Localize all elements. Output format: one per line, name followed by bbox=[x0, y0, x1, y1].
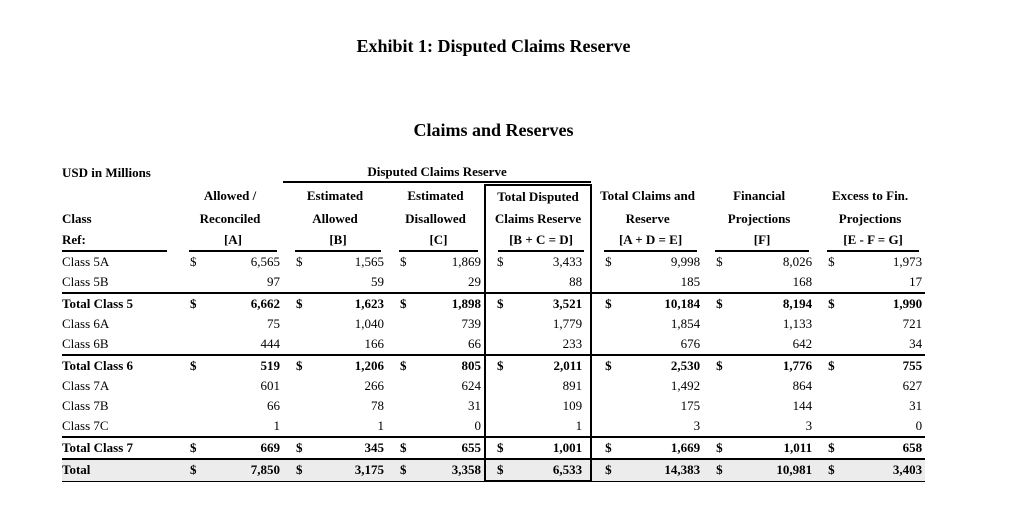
dollar-cell: $ bbox=[815, 459, 843, 481]
col-ref-label-A: [A] bbox=[189, 230, 277, 252]
value-cell: 14,383 bbox=[619, 459, 703, 481]
value-cell: 1,040 bbox=[354, 316, 384, 331]
value-cell: 1,869 bbox=[451, 254, 481, 269]
dollar-cell bbox=[703, 376, 733, 396]
col-header-B: Allowed bbox=[312, 211, 358, 226]
value-cell: 676 bbox=[680, 336, 701, 351]
dollar-cell bbox=[703, 272, 733, 293]
dollar-cell bbox=[177, 416, 201, 437]
dollar-cell bbox=[283, 396, 305, 416]
dollar-cell bbox=[815, 334, 843, 355]
dollar-cell bbox=[283, 416, 305, 437]
value-cell: 0 bbox=[474, 418, 481, 433]
value-cell: 721 bbox=[902, 316, 923, 331]
dollar-cell bbox=[387, 272, 407, 293]
dollar-cell bbox=[177, 334, 201, 355]
value-cell: 1,779 bbox=[513, 314, 591, 334]
col-ref-label-D: [B + C = D] bbox=[498, 230, 584, 252]
table-body bbox=[62, 252, 925, 481]
dollar-cell bbox=[283, 272, 305, 293]
dollar-cell: $ bbox=[703, 437, 733, 459]
group-header-cell bbox=[283, 162, 591, 185]
value-cell: 3,433 bbox=[513, 252, 591, 272]
col-header-B bbox=[283, 230, 387, 252]
col-ref-label-F: [F] bbox=[715, 230, 809, 252]
dollar-cell: $ bbox=[387, 459, 407, 481]
value-cell: 0 bbox=[915, 418, 923, 433]
class-header-cell: Class bbox=[62, 211, 92, 226]
value-cell: 1 bbox=[377, 418, 384, 433]
col-ref-label-B: [B] bbox=[295, 230, 381, 252]
dollar-cell bbox=[591, 416, 619, 437]
dollar-cell: $ bbox=[177, 355, 201, 376]
table-row bbox=[62, 293, 925, 314]
value-cell: 175 bbox=[680, 398, 701, 413]
group-header-label: Disputed Claims Reserve bbox=[283, 162, 591, 183]
col-header-F: Financial bbox=[733, 188, 786, 203]
value-cell: 805 bbox=[407, 355, 485, 376]
value-cell: 1 bbox=[513, 416, 591, 437]
value-cell: 6,565 bbox=[250, 254, 280, 269]
value-cell: 66 bbox=[267, 398, 280, 413]
dollar-cell: $ bbox=[485, 459, 513, 481]
value-cell: 59 bbox=[371, 274, 384, 289]
dollar-cell: $ bbox=[591, 355, 619, 376]
dollar-cell: $ bbox=[591, 459, 619, 481]
value-cell: 75 bbox=[267, 316, 280, 331]
col-header-G bbox=[815, 230, 925, 252]
table-title: Claims and Reserves bbox=[413, 120, 574, 140]
dollar-cell: $ bbox=[283, 437, 305, 459]
value-cell: 144 bbox=[792, 398, 813, 413]
value-cell: 1,565 bbox=[354, 254, 384, 269]
dollar-cell: $ bbox=[485, 437, 513, 459]
dollar-cell: $ bbox=[177, 293, 201, 314]
dollar-cell bbox=[591, 314, 619, 334]
col-header-E: Total Claims and bbox=[600, 188, 696, 203]
value-cell: 88 bbox=[513, 272, 591, 293]
value-cell: 10,981 bbox=[733, 459, 815, 481]
row-label: Class 7B bbox=[62, 398, 109, 413]
value-cell: 755 bbox=[843, 355, 925, 376]
value-cell: 3,175 bbox=[305, 459, 387, 481]
dollar-cell bbox=[283, 376, 305, 396]
col-header-C: Disallowed bbox=[405, 211, 466, 226]
value-cell: 8,194 bbox=[733, 293, 815, 314]
dollar-cell: $ bbox=[703, 355, 733, 376]
exhibit-title: Exhibit 1: Disputed Claims Reserve bbox=[356, 36, 631, 56]
dollar-cell bbox=[387, 396, 407, 416]
class-header-cell bbox=[62, 230, 177, 252]
col-header-D: Claims Reserve bbox=[485, 208, 591, 230]
row-label: Class 5A bbox=[62, 254, 110, 269]
dollar-cell: $ bbox=[177, 459, 201, 481]
dollar-cell bbox=[591, 376, 619, 396]
dollar-cell bbox=[703, 416, 733, 437]
dollar-cell bbox=[485, 334, 513, 355]
dollar-cell bbox=[815, 314, 843, 334]
header-row bbox=[62, 230, 925, 252]
row-label: Class 5B bbox=[62, 274, 109, 289]
value-cell: 9,998 bbox=[670, 254, 701, 269]
header-row bbox=[62, 185, 925, 208]
dollar-cell bbox=[387, 376, 407, 396]
value-cell: 109 bbox=[513, 396, 591, 416]
class-ref-label: Ref: bbox=[62, 230, 167, 252]
table-row bbox=[62, 459, 925, 481]
row-label: Class 7A bbox=[62, 378, 110, 393]
dollar-cell: $ bbox=[387, 437, 407, 459]
value-cell: 3,358 bbox=[407, 459, 485, 481]
table-row bbox=[62, 355, 925, 376]
units-label: USD in Millions bbox=[62, 165, 151, 180]
dollar-cell: $ bbox=[591, 293, 619, 314]
dollar-cell bbox=[283, 334, 305, 355]
dollar-cell bbox=[485, 416, 513, 437]
col-header-D bbox=[485, 230, 591, 252]
dollar-cell: $ bbox=[177, 437, 201, 459]
col-header-C: Estimated bbox=[407, 188, 464, 203]
value-cell: 1,973 bbox=[892, 254, 923, 269]
value-cell: 1,492 bbox=[670, 378, 701, 393]
value-cell: 345 bbox=[305, 437, 387, 459]
dollar-cell bbox=[703, 314, 733, 334]
dollar-cell bbox=[387, 416, 407, 437]
value-cell: 1,990 bbox=[843, 293, 925, 314]
value-cell: 1,854 bbox=[670, 316, 701, 331]
value-cell: 3 bbox=[693, 418, 701, 433]
dollar-cell: $ bbox=[485, 355, 513, 376]
spacer-cell bbox=[177, 162, 283, 185]
value-cell: 10,184 bbox=[619, 293, 703, 314]
dollar-cell: $ bbox=[815, 437, 843, 459]
dollar-cell: $ bbox=[485, 252, 513, 272]
dollar-cell: $ bbox=[703, 459, 733, 481]
dollar-cell bbox=[703, 334, 733, 355]
value-cell: 34 bbox=[909, 336, 923, 351]
table-row bbox=[62, 252, 925, 272]
row-label: Class 7C bbox=[62, 418, 109, 433]
dollar-cell: $ bbox=[283, 355, 305, 376]
value-cell: 1,623 bbox=[305, 293, 387, 314]
dollar-cell bbox=[283, 314, 305, 334]
dollar-cell bbox=[815, 272, 843, 293]
value-cell: 1,206 bbox=[305, 355, 387, 376]
value-cell: 3,521 bbox=[513, 293, 591, 314]
value-cell: 627 bbox=[902, 378, 923, 393]
value-cell: 658 bbox=[843, 437, 925, 459]
col-header-G: Excess to Fin. bbox=[831, 188, 909, 203]
value-cell: 1,669 bbox=[619, 437, 703, 459]
header-row bbox=[62, 208, 925, 230]
row-label: Total Class 7 bbox=[62, 437, 177, 459]
value-cell: 739 bbox=[461, 316, 481, 331]
value-cell: 624 bbox=[461, 378, 481, 393]
value-cell: 6,662 bbox=[201, 293, 283, 314]
value-cell: 97 bbox=[267, 274, 280, 289]
value-cell: 2,530 bbox=[619, 355, 703, 376]
row-label: Class 6A bbox=[62, 316, 110, 331]
col-ref-label-E: [A + D = E] bbox=[604, 230, 697, 252]
value-cell: 669 bbox=[201, 437, 283, 459]
value-cell: 31 bbox=[468, 398, 481, 413]
value-cell: 655 bbox=[407, 437, 485, 459]
value-cell: 891 bbox=[513, 376, 591, 396]
dollar-cell: $ bbox=[387, 293, 407, 314]
value-cell: 17 bbox=[909, 274, 923, 289]
value-cell: 185 bbox=[680, 274, 701, 289]
col-ref-label-G: [E - F = G] bbox=[827, 230, 919, 252]
dollar-cell: $ bbox=[485, 293, 513, 314]
row-label: Class 6B bbox=[62, 336, 109, 351]
value-cell: 29 bbox=[468, 274, 481, 289]
row-label: Total bbox=[62, 459, 177, 481]
value-cell: 642 bbox=[792, 336, 813, 351]
col-header-A: Allowed / bbox=[203, 188, 257, 203]
col-header-F bbox=[703, 230, 815, 252]
dollar-cell bbox=[177, 376, 201, 396]
dollar-cell: $ bbox=[400, 254, 407, 269]
table-header bbox=[62, 162, 925, 252]
value-cell: 168 bbox=[792, 274, 813, 289]
dollar-cell bbox=[815, 416, 843, 437]
table-row bbox=[62, 437, 925, 459]
value-cell: 266 bbox=[364, 378, 384, 393]
value-cell: 3 bbox=[805, 418, 813, 433]
table-row bbox=[62, 376, 925, 396]
dollar-cell: $ bbox=[703, 293, 733, 314]
dollar-cell bbox=[177, 272, 201, 293]
value-cell: 1,133 bbox=[782, 316, 813, 331]
dollar-cell bbox=[815, 376, 843, 396]
row-label: Total Class 5 bbox=[62, 293, 177, 314]
dollar-cell: $ bbox=[605, 254, 612, 269]
value-cell: 601 bbox=[260, 378, 280, 393]
class-header-cell bbox=[62, 185, 177, 208]
col-ref-label-C: [C] bbox=[399, 230, 478, 252]
col-header-C bbox=[387, 230, 485, 252]
value-cell: 66 bbox=[468, 336, 481, 351]
value-cell: 233 bbox=[513, 334, 591, 355]
spacer-cell bbox=[591, 162, 925, 185]
dollar-cell: $ bbox=[716, 254, 723, 269]
dollar-cell bbox=[387, 314, 407, 334]
dollar-cell: $ bbox=[387, 355, 407, 376]
table-row bbox=[62, 272, 925, 293]
col-header-E: Reserve bbox=[625, 211, 670, 226]
value-cell: 1,898 bbox=[407, 293, 485, 314]
dollar-cell: $ bbox=[283, 293, 305, 314]
col-header-A: Reconciled bbox=[199, 211, 261, 226]
value-cell: 7,850 bbox=[201, 459, 283, 481]
value-cell: 78 bbox=[371, 398, 384, 413]
table-row bbox=[62, 416, 925, 437]
row-label: Total Class 6 bbox=[62, 355, 177, 376]
value-cell: 444 bbox=[260, 336, 280, 351]
value-cell: 1,001 bbox=[513, 437, 591, 459]
dollar-cell bbox=[485, 376, 513, 396]
dollar-cell bbox=[591, 396, 619, 416]
value-cell: 8,026 bbox=[782, 254, 813, 269]
claims-table bbox=[62, 162, 925, 482]
dollar-cell bbox=[815, 396, 843, 416]
dollar-cell bbox=[485, 396, 513, 416]
value-cell: 2,011 bbox=[513, 355, 591, 376]
value-cell: 1,776 bbox=[733, 355, 815, 376]
value-cell: 31 bbox=[909, 398, 923, 413]
col-header-E bbox=[591, 230, 703, 252]
value-cell: 3,403 bbox=[843, 459, 925, 481]
dollar-cell: $ bbox=[190, 254, 197, 269]
header-group-row bbox=[62, 162, 925, 185]
table-row bbox=[62, 334, 925, 355]
value-cell: 864 bbox=[792, 378, 813, 393]
col-header-D: Total Disputed bbox=[485, 185, 591, 208]
value-cell: 1 bbox=[273, 418, 280, 433]
dollar-cell bbox=[177, 396, 201, 416]
table-row bbox=[62, 396, 925, 416]
dollar-cell bbox=[591, 334, 619, 355]
value-cell: 519 bbox=[201, 355, 283, 376]
value-cell: 1,011 bbox=[733, 437, 815, 459]
dollar-cell: $ bbox=[296, 254, 303, 269]
dollar-cell: $ bbox=[283, 459, 305, 481]
value-cell: 166 bbox=[364, 336, 384, 351]
col-header-A bbox=[177, 230, 283, 252]
dollar-cell: $ bbox=[815, 293, 843, 314]
value-cell: 6,533 bbox=[513, 459, 591, 481]
col-header-B: Estimated bbox=[306, 188, 364, 203]
table-row bbox=[62, 314, 925, 334]
dollar-cell bbox=[485, 272, 513, 293]
dollar-cell: $ bbox=[815, 355, 843, 376]
col-header-F: Projections bbox=[727, 211, 791, 226]
dollar-cell bbox=[177, 314, 201, 334]
dollar-cell bbox=[591, 272, 619, 293]
dollar-cell: $ bbox=[591, 437, 619, 459]
dollar-cell bbox=[485, 314, 513, 334]
dollar-cell bbox=[387, 334, 407, 355]
dollar-cell: $ bbox=[828, 254, 835, 269]
dollar-cell bbox=[703, 396, 733, 416]
col-header-G: Projections bbox=[838, 211, 902, 226]
